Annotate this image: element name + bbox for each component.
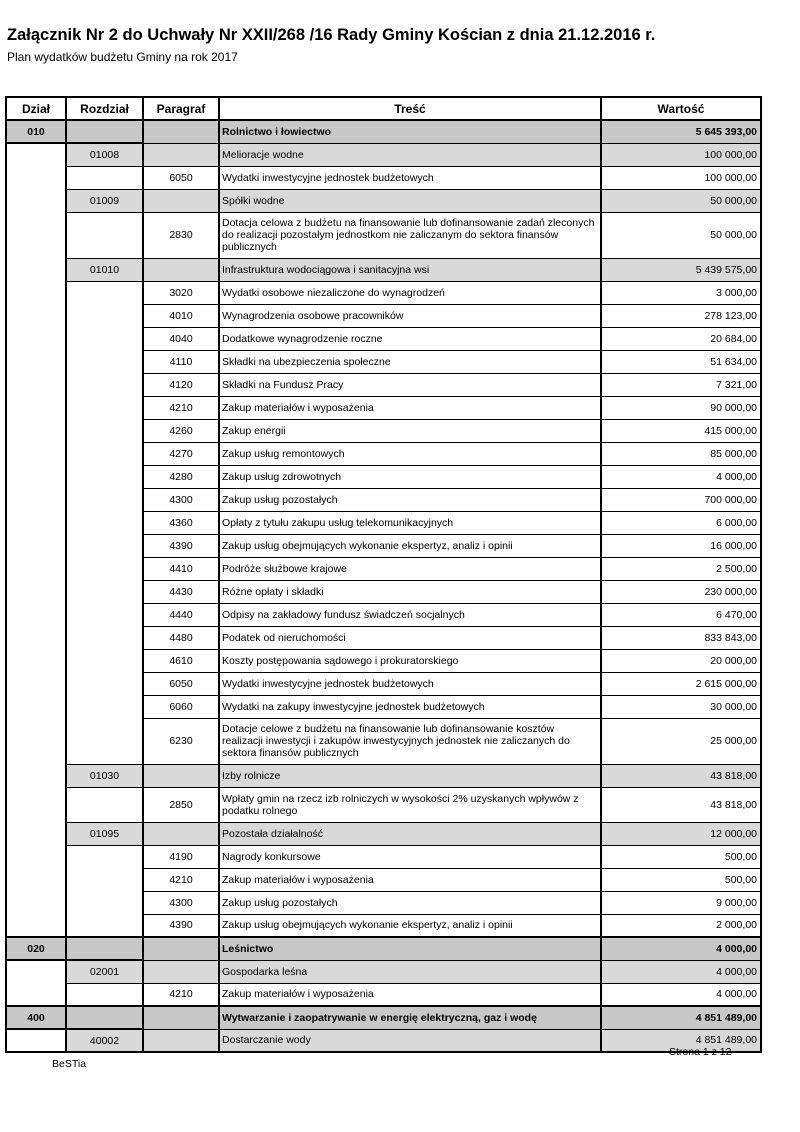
cell-paragraf [143, 1006, 219, 1029]
cell-rozdzial [66, 557, 143, 580]
cell-dzial [6, 189, 66, 212]
footer-software-name: BeSTia [52, 1058, 87, 1070]
cell-dzial [6, 672, 66, 695]
cell-wartosc: 25 000,00 [601, 718, 761, 764]
table-row [6, 488, 761, 511]
cell-paragraf: 4390 [143, 534, 219, 557]
cell-rozdzial [66, 580, 143, 603]
cell-rozdzial [66, 891, 143, 914]
cell-tresc: Składki na ubezpieczenia społeczne [219, 350, 601, 373]
cell-rozdzial: 40002 [66, 1029, 143, 1052]
cell-paragraf [143, 764, 219, 787]
table-row [6, 695, 761, 718]
table-row [6, 534, 761, 557]
cell-tresc: Opłaty z tytułu zakupu usług telekomunikacyjnych [219, 511, 601, 534]
cell-dzial [6, 350, 66, 373]
cell-dzial [6, 327, 66, 350]
cell-tresc: Zakup usług zdrowotnych [219, 465, 601, 488]
dzial-row [6, 120, 761, 143]
cell-rozdzial [66, 626, 143, 649]
cell-tresc: Dostarczanie wody [219, 1029, 601, 1052]
cell-paragraf [143, 258, 219, 281]
cell-paragraf: 4210 [143, 396, 219, 419]
cell-rozdzial [66, 465, 143, 488]
cell-rozdzial: 02001 [66, 960, 143, 983]
table-row [6, 350, 761, 373]
cell-rozdzial [66, 488, 143, 511]
cell-tresc: Dotacja celowa z budżetu na finansowanie lub dofinansowanie zadań zleconych do realizacji pozostałym jednostkom nie zaliczanym do sektora finansów publicznych [219, 212, 601, 258]
cell-wartosc: 16 000,00 [601, 534, 761, 557]
table-row [6, 672, 761, 695]
cell-dzial [6, 212, 66, 258]
cell-rozdzial [66, 1006, 143, 1029]
cell-rozdzial [66, 396, 143, 419]
cell-paragraf: 4390 [143, 914, 219, 937]
cell-dzial [6, 822, 66, 845]
cell-paragraf: 4410 [143, 557, 219, 580]
column-header-paragraf: Paragraf [143, 97, 219, 120]
cell-tresc: Zakup materiałów i wyposażenia [219, 983, 601, 1006]
cell-paragraf: 4040 [143, 327, 219, 350]
cell-rozdzial [66, 373, 143, 396]
cell-rozdzial [66, 212, 143, 258]
cell-tresc: Zakup usług obejmujących wykonanie ekspertyz, analiz i opinii [219, 534, 601, 557]
table-row [6, 557, 761, 580]
cell-dzial [6, 557, 66, 580]
cell-paragraf: 4300 [143, 488, 219, 511]
table-row [6, 914, 761, 937]
cell-rozdzial [66, 983, 143, 1006]
cell-dzial [6, 304, 66, 327]
cell-tresc: Podróże służbowe krajowe [219, 557, 601, 580]
cell-wartosc: 4 000,00 [601, 465, 761, 488]
table-row [6, 304, 761, 327]
table-row [6, 891, 761, 914]
cell-paragraf: 4210 [143, 868, 219, 891]
cell-dzial: 400 [6, 1006, 66, 1029]
cell-wartosc: 4 000,00 [601, 983, 761, 1006]
cell-tresc: Podatek od nieruchomości [219, 626, 601, 649]
cell-wartosc: 100 000,00 [601, 143, 761, 166]
document-title: Załącznik Nr 2 do Uchwały Nr XXII/268 /16 Rady Gminy Kościan z dnia 21.12.2016 r. [7, 26, 656, 44]
page-number: Strona 1 z 12 [669, 1046, 732, 1058]
cell-dzial [6, 626, 66, 649]
table-row [6, 649, 761, 672]
cell-paragraf: 4270 [143, 442, 219, 465]
cell-paragraf [143, 822, 219, 845]
cell-wartosc: 50 000,00 [601, 189, 761, 212]
column-header-wartosc: Wartość [601, 97, 761, 120]
cell-tresc: Pozostała działalność [219, 822, 601, 845]
cell-paragraf: 6050 [143, 166, 219, 189]
cell-wartosc: 500,00 [601, 868, 761, 891]
cell-rozdzial [66, 672, 143, 695]
cell-wartosc: 43 818,00 [601, 764, 761, 787]
cell-tresc: Nagrody konkursowe [219, 845, 601, 868]
cell-tresc: Zakup usług pozostałych [219, 891, 601, 914]
cell-dzial [6, 868, 66, 891]
column-header-rozdzial: Rozdział [66, 97, 143, 120]
cell-rozdzial [66, 350, 143, 373]
table-row [6, 442, 761, 465]
cell-tresc: Zakup materiałów i wyposażenia [219, 396, 601, 419]
cell-tresc: Wydatki osobowe niezaliczone do wynagrodzeń [219, 281, 601, 304]
cell-paragraf: 3020 [143, 281, 219, 304]
cell-paragraf: 2830 [143, 212, 219, 258]
cell-rozdzial [66, 166, 143, 189]
cell-dzial [6, 695, 66, 718]
cell-tresc: Melioracje wodne [219, 143, 601, 166]
cell-paragraf: 4210 [143, 983, 219, 1006]
cell-paragraf [143, 189, 219, 212]
cell-paragraf: 4120 [143, 373, 219, 396]
cell-dzial [6, 891, 66, 914]
table-row [6, 327, 761, 350]
dzial-row [6, 1006, 761, 1029]
cell-rozdzial [66, 868, 143, 891]
cell-tresc: Koszty postępowania sądowego i prokuratorskiego [219, 649, 601, 672]
cell-dzial [6, 442, 66, 465]
document-subtitle: Plan wydatków budżetu Gminy na rok 2017 [7, 50, 238, 64]
cell-paragraf: 4010 [143, 304, 219, 327]
cell-paragraf: 4280 [143, 465, 219, 488]
cell-tresc: Zakup usług obejmujących wykonanie ekspertyz, analiz i opinii [219, 914, 601, 937]
cell-tresc: Izby rolnicze [219, 764, 601, 787]
cell-dzial [6, 166, 66, 189]
cell-paragraf: 6060 [143, 695, 219, 718]
cell-tresc: Wydatki inwestycyjne jednostek budżetowych [219, 166, 601, 189]
rozdzial-row [6, 143, 761, 166]
cell-dzial [6, 603, 66, 626]
cell-paragraf: 6230 [143, 718, 219, 764]
cell-paragraf: 4610 [143, 649, 219, 672]
cell-dzial [6, 396, 66, 419]
cell-dzial [6, 787, 66, 822]
cell-paragraf [143, 143, 219, 166]
cell-wartosc: 43 818,00 [601, 787, 761, 822]
cell-wartosc: 4 851 489,00 [601, 1006, 761, 1029]
cell-tresc: Gospodarka leśna [219, 960, 601, 983]
cell-dzial: 020 [6, 937, 66, 960]
cell-tresc: Wytwarzanie i zaopatrywanie w energię elektryczną, gaz i wodę [219, 1006, 601, 1029]
cell-wartosc: 6 470,00 [601, 603, 761, 626]
table-row [6, 983, 761, 1006]
cell-dzial [6, 649, 66, 672]
cell-tresc: Dodatkowe wynagrodzenie roczne [219, 327, 601, 350]
cell-paragraf [143, 120, 219, 143]
table-row [6, 396, 761, 419]
cell-wartosc: 3 000,00 [601, 281, 761, 304]
cell-rozdzial [66, 718, 143, 764]
cell-dzial [6, 845, 66, 868]
table-row [6, 787, 761, 822]
cell-rozdzial [66, 511, 143, 534]
cell-wartosc: 700 000,00 [601, 488, 761, 511]
rozdzial-row [6, 1029, 761, 1052]
rozdzial-row [6, 960, 761, 983]
cell-paragraf: 4430 [143, 580, 219, 603]
cell-paragraf [143, 937, 219, 960]
cell-dzial [6, 373, 66, 396]
cell-paragraf: 2850 [143, 787, 219, 822]
cell-dzial [6, 580, 66, 603]
cell-rozdzial [66, 534, 143, 557]
cell-paragraf: 6050 [143, 672, 219, 695]
cell-wartosc: 415 000,00 [601, 419, 761, 442]
cell-wartosc: 278 123,00 [601, 304, 761, 327]
cell-wartosc: 20 684,00 [601, 327, 761, 350]
cell-dzial [6, 419, 66, 442]
cell-tresc: Różne opłaty i składki [219, 580, 601, 603]
cell-tresc: Składki na Fundusz Pracy [219, 373, 601, 396]
cell-tresc: Wydatki inwestycyjne jednostek budżetowych [219, 672, 601, 695]
cell-rozdzial [66, 603, 143, 626]
cell-rozdzial [66, 442, 143, 465]
table-row [6, 373, 761, 396]
cell-rozdzial [66, 649, 143, 672]
cell-wartosc: 2 615 000,00 [601, 672, 761, 695]
cell-wartosc: 30 000,00 [601, 695, 761, 718]
cell-paragraf [143, 1029, 219, 1052]
cell-rozdzial: 01030 [66, 764, 143, 787]
cell-wartosc: 7 321,00 [601, 373, 761, 396]
column-header-dzial: Dział [6, 97, 66, 120]
cell-paragraf: 4190 [143, 845, 219, 868]
cell-wartosc: 51 634,00 [601, 350, 761, 373]
cell-rozdzial [66, 695, 143, 718]
cell-tresc: Zakup usług pozostałych [219, 488, 601, 511]
table-row [6, 281, 761, 304]
cell-dzial [6, 258, 66, 281]
cell-rozdzial [66, 914, 143, 937]
cell-paragraf: 4360 [143, 511, 219, 534]
cell-paragraf: 4480 [143, 626, 219, 649]
cell-wartosc: 9 000,00 [601, 891, 761, 914]
cell-dzial [6, 764, 66, 787]
cell-rozdzial [66, 787, 143, 822]
rozdzial-row [6, 189, 761, 212]
cell-wartosc: 100 000,00 [601, 166, 761, 189]
cell-dzial [6, 511, 66, 534]
table-row [6, 419, 761, 442]
cell-rozdzial [66, 281, 143, 304]
table-row [6, 845, 761, 868]
cell-dzial [6, 718, 66, 764]
cell-dzial [6, 534, 66, 557]
cell-dzial [6, 960, 66, 983]
cell-tresc: Odpisy na zakładowy fundusz świadczeń socjalnych [219, 603, 601, 626]
cell-rozdzial [66, 304, 143, 327]
cell-dzial [6, 1029, 66, 1052]
table-row [6, 603, 761, 626]
cell-tresc: Rolnictwo i łowiectwo [219, 120, 601, 143]
rozdzial-row [6, 258, 761, 281]
cell-wartosc: 5 439 575,00 [601, 258, 761, 281]
cell-tresc: Wpłaty gmin na rzecz izb rolniczych w wysokości 2% uzyskanych wpływów z podatku rolnego [219, 787, 601, 822]
table-row [6, 718, 761, 764]
cell-rozdzial [66, 937, 143, 960]
column-header-tresc: Treść [219, 97, 601, 120]
cell-wartosc: 230 000,00 [601, 580, 761, 603]
cell-paragraf [143, 960, 219, 983]
cell-paragraf: 4260 [143, 419, 219, 442]
cell-dzial [6, 143, 66, 166]
cell-tresc: Wynagrodzenia osobowe pracowników [219, 304, 601, 327]
table-row [6, 212, 761, 258]
table-row [6, 868, 761, 891]
cell-paragraf: 4440 [143, 603, 219, 626]
cell-rozdzial: 01010 [66, 258, 143, 281]
table-row [6, 166, 761, 189]
cell-wartosc: 4 851 489,00 [601, 1029, 761, 1052]
cell-dzial [6, 281, 66, 304]
cell-dzial [6, 465, 66, 488]
cell-paragraf: 4300 [143, 891, 219, 914]
cell-rozdzial: 01009 [66, 189, 143, 212]
cell-dzial [6, 914, 66, 937]
cell-wartosc: 833 843,00 [601, 626, 761, 649]
cell-rozdzial [66, 327, 143, 350]
budget-table [5, 96, 762, 1053]
cell-wartosc: 85 000,00 [601, 442, 761, 465]
cell-dzial: 010 [6, 120, 66, 143]
cell-rozdzial: 01008 [66, 143, 143, 166]
cell-tresc: Dotacje celowe z budżetu na finansowanie lub dofinansowanie kosztów realizacji inwestycji i zakupów inwestycyjnych jednostek nie zaliczanych do sektora finansów publicznych [219, 718, 601, 764]
dzial-row [6, 937, 761, 960]
cell-wartosc: 50 000,00 [601, 212, 761, 258]
cell-tresc: Leśnictwo [219, 937, 601, 960]
cell-tresc: Zakup energii [219, 419, 601, 442]
cell-rozdzial: 01095 [66, 822, 143, 845]
cell-tresc: Zakup usług remontowych [219, 442, 601, 465]
cell-tresc: Wydatki na zakupy inwestycyjne jednostek budżetowych [219, 695, 601, 718]
cell-rozdzial [66, 120, 143, 143]
cell-wartosc: 6 000,00 [601, 511, 761, 534]
cell-wartosc: 5 645 393,00 [601, 120, 761, 143]
cell-wartosc: 12 000,00 [601, 822, 761, 845]
table-row [6, 580, 761, 603]
table-row [6, 511, 761, 534]
cell-wartosc: 90 000,00 [601, 396, 761, 419]
cell-paragraf: 4110 [143, 350, 219, 373]
cell-rozdzial [66, 419, 143, 442]
rozdzial-row [6, 764, 761, 787]
cell-dzial [6, 983, 66, 1006]
table-row [6, 465, 761, 488]
cell-wartosc: 4 000,00 [601, 960, 761, 983]
table-body [6, 120, 761, 1052]
cell-wartosc: 20 000,00 [601, 649, 761, 672]
cell-wartosc: 2 000,00 [601, 914, 761, 937]
cell-tresc: Zakup materiałów i wyposażenia [219, 868, 601, 891]
cell-dzial [6, 488, 66, 511]
cell-wartosc: 4 000,00 [601, 937, 761, 960]
cell-rozdzial [66, 845, 143, 868]
cell-wartosc: 2 500,00 [601, 557, 761, 580]
cell-tresc: Infrastruktura wodociągowa i sanitacyjna wsi [219, 258, 601, 281]
rozdzial-row [6, 822, 761, 845]
table-row [6, 626, 761, 649]
cell-tresc: Spółki wodne [219, 189, 601, 212]
cell-wartosc: 500,00 [601, 845, 761, 868]
